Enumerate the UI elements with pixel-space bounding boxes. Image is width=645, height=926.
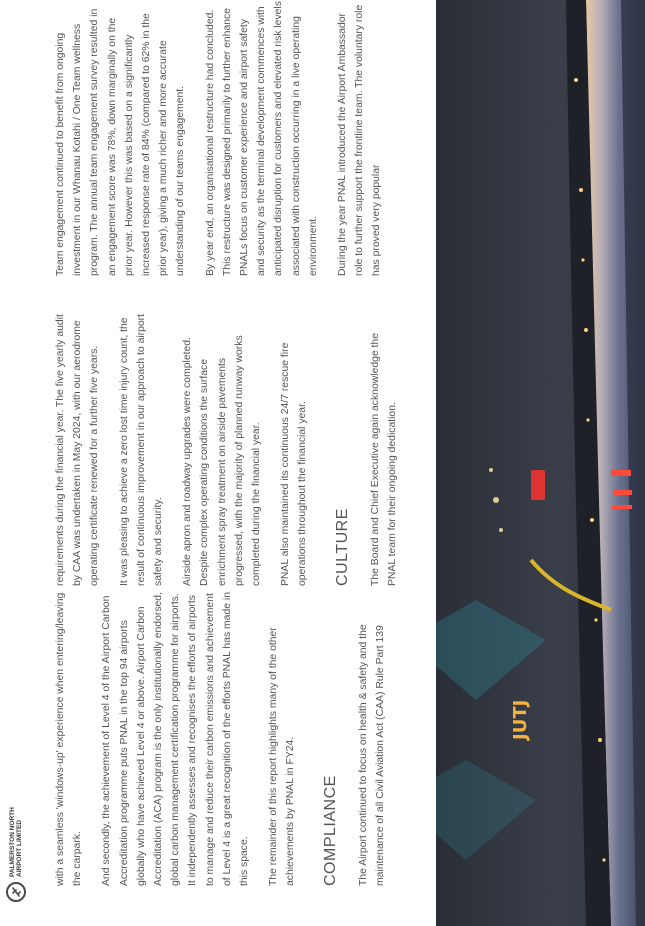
paragraph: It was pleasing to achieve a zero lost time injury count, the result of continuous improvement in our approach to airport safety and security. [118,313,165,586]
section-heading-compliance: COMPLIANCE [321,775,339,886]
logo-text: PALMERSTON NORTH AIRPORT LIMITED [9,807,23,877]
paragraph: During the year PNAL introduced the Airport Ambassador role to further support the frontline team. The voluntary role has proved very popular [337,4,383,276]
paragraph: with a seamless 'windows-up' experience when entering/leaving the carpark. [55,592,84,886]
section-heading-culture: CULTURE [333,508,351,586]
company-logo [6,807,26,902]
paragraph: Airside apron and roadway upgrades were completed. Despite complex operating conditions the surface enrichment spray treatment on airside pavements progressed, with the majority of planned runway works completed during the financial year. [182,335,263,586]
photo-illustration [436,0,645,926]
sign-text: JUTJ [510,699,531,740]
text-column-3 [52,1,398,276]
logo-mark-icon [6,882,26,902]
paragraph: requirements during the financial year. The five yearly audit by CAA was undertaken in May 2024, with our aerodrome operating certificate renewed for a further five years. [55,314,101,586]
paragraph: By year end, an organisational restructure had concluded. This restructure was designed primarily to further enhance PNALs focus on customer experience and airport safety and security as the terminal development commences with anticipated disruption for customers and elevated risk levels associated with construction occurring in a live operating environment. [204,1,319,276]
paragraph: Team engagement continued to benefit from ongoing investment in our Whanau Kotahi / One Team wellness program. The annual team engagement survey resulted in an engagement score was 78%, down marginally on the prior year. However this was based on a significantly increased response rate of 84% (compared to 62% in the prior year), giving a much richer and more accurate understanding of our teams engagement. [55,8,187,276]
plane-icon [10,886,22,898]
airport-apron-photo [436,0,645,926]
paragraph: The Board and Chief Executive again acknowledge the PNAL team for their ongoing dedication. [369,332,399,586]
text-column-2 [52,311,413,586]
text-column-1 [52,586,401,886]
paragraph: PNAL also maintained its continuous 24/7 rescue fire operations throughout the financial year. [280,342,309,586]
paragraph: And secondly, the achievement of Level 4 of the Airport Carbon Accreditation programme puts PNAL in the top 94 airports globally who have achieved Level 4 or above. Airport Carbon Accreditation (ACA) program is the only institutionally endorsed, global carbon management certification programme for airports. It independently assesses and recognises the efforts of airports to manage and reduce their carbon emissions and achievement of Level 4 is a great recognition of the efforts PNAL has made in this space. [101,592,251,886]
paragraph: The remainder of this report highlights many of the other achievements by PNAL in FY24. [268,627,297,886]
paragraph: The Airport continued to focus on health & safety and the maintenance of all Civil Aviation Act (CAA) Rule Part 139 [357,624,387,886]
